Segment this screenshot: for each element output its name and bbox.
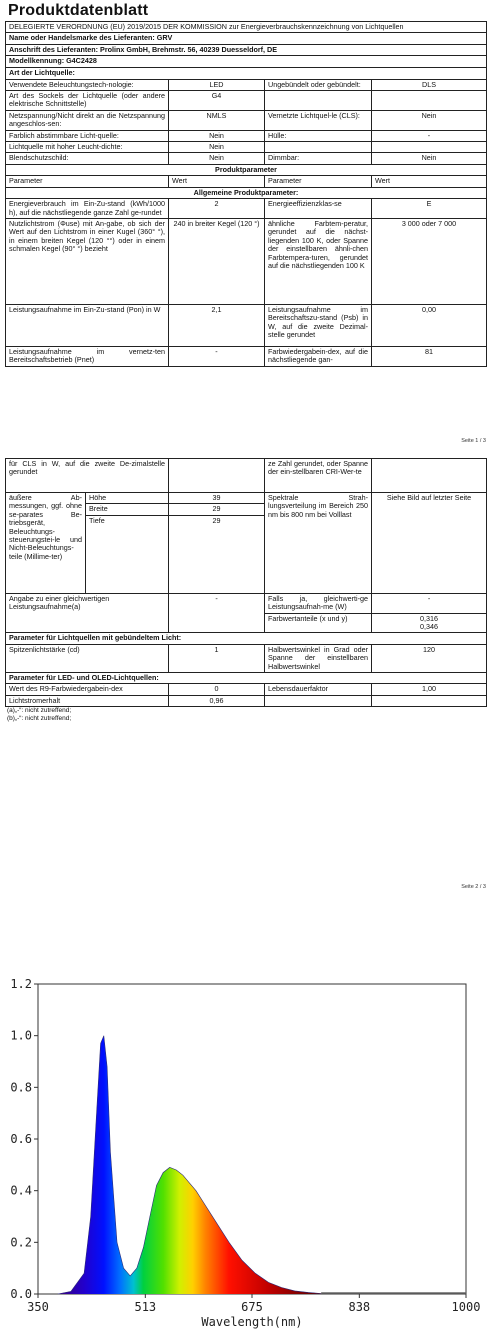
cell-value: 0,00 (372, 304, 487, 346)
led-header: Parameter für LED- und OLED-Lichtquellen: (6, 673, 487, 684)
datasheet-page-2 (5, 458, 486, 723)
spectral-value: Siehe Bild auf letzter Seite (372, 493, 487, 594)
col-value-header: Wert (372, 176, 487, 187)
cell-label: Energieeffizienzklas-se (265, 199, 372, 219)
cell-label: für CLS in W, auf die zweite De-zimalstelle gerundet (6, 459, 169, 493)
cell-label: ähnliche Farbtem-peratur, gerundet auf die nächst-liegenden 100 K, oder Spanne der einstellbaren ähnli-chen Farbtempera-turen, gerundet auf die nächstliegenden 100 K (265, 218, 372, 304)
x-tick-label: 350 (27, 1300, 49, 1314)
equiv-label-2: Falls ja, gleichwerti-ge Leistungsaufnah-me (W) (265, 593, 372, 613)
dimension-value: 29 (169, 515, 265, 593)
datasheet-page-1 (5, 0, 486, 367)
r9-value: 0 (169, 684, 265, 695)
y-tick-label: 1.0 (10, 1028, 32, 1043)
cell-label: Hülle: (265, 130, 372, 141)
cell-value: G4 (169, 91, 265, 111)
y-tick-label: 0.8 (10, 1080, 32, 1095)
table-row (6, 304, 487, 346)
table-row (6, 110, 487, 130)
cell-value: Nein (372, 110, 487, 130)
table-row (6, 218, 487, 304)
cell-value: LED (169, 79, 265, 90)
cell-value: - (169, 346, 265, 366)
peak-intensity-value: 1 (169, 644, 265, 672)
dimension-value: 29 (169, 504, 265, 515)
cell-value: 2,1 (169, 304, 265, 346)
y-tick-label: 0.2 (10, 1235, 32, 1250)
x-tick-label: 675 (241, 1300, 263, 1314)
directional-header: Parameter für Lichtquellen mit gebündeltem Licht: (6, 633, 487, 644)
peak-intensity-label: Spitzenlichtstärke (cd) (6, 644, 169, 672)
y-tick-label: 0.4 (10, 1183, 32, 1198)
table-row (6, 695, 487, 706)
survival-label: Lebensdauerfaktor (265, 684, 372, 695)
col-value-header: Wert (169, 176, 265, 187)
cell-value: NMLS (169, 110, 265, 130)
table-row (6, 79, 487, 90)
chroma-y: 0,346 (420, 622, 439, 632)
equiv-value: - (169, 593, 265, 633)
equiv-label: Angabe zu einer gleichwertigen Leistungsaufnahme(a) (6, 593, 169, 633)
table-row (6, 142, 487, 153)
table-row (6, 459, 487, 493)
spectral-label: Spektrale Strah-lungsverteilung im Bereich 250 nm bis 800 nm bei Volllast (265, 493, 372, 594)
cell-value: E (372, 199, 487, 219)
general-params-header: Allgemeine Produktparameter: (6, 187, 487, 198)
cell-label: Farblich abstimmbare Licht-quelle: (6, 130, 169, 141)
cell-label: Leistungsaufnahme im vernetz-ten Bereitschaftsbetrieb (Pnet) (6, 346, 169, 366)
cell-value: 240 in breiter Kegel (120 °) (169, 218, 265, 304)
page-number: Seite 1 / 3 (461, 438, 486, 444)
cell-label (265, 142, 372, 153)
supplier-name: Name oder Handelsmarke des Lieferanten: GRV (6, 33, 487, 44)
table-row (6, 593, 487, 613)
cell-label: Energieverbrauch im Ein-Zu-stand (kWh/1000 h), auf die nächstliegende ganze Zahl ge-rundet (6, 199, 169, 219)
chroma-x: 0,316 (420, 613, 439, 623)
r9-label: Wert des R9-Farbwiedergabein-dex (6, 684, 169, 695)
x-tick-label: 1000 (451, 1300, 481, 1314)
column-header-row (6, 176, 487, 187)
cell-value: Nein (169, 142, 265, 153)
cell-value: 2 (169, 199, 265, 219)
lumen-maint-label: Lichtstromerhalt (6, 695, 169, 706)
chroma-label: Farbwertanteile (x und y) (265, 613, 372, 633)
chroma-values (372, 613, 487, 633)
table-row (6, 684, 487, 695)
type-header: Art der Lichtquelle: (6, 67, 487, 79)
cell-label: Ungebündelt oder gebündelt: (265, 79, 372, 90)
cell-label: Leistungsaufnahme im Ein-Zu-stand (Pon) in W (6, 304, 169, 346)
cell-value: Nein (169, 153, 265, 164)
dimension-value: 39 (169, 493, 265, 504)
dimension-name: Breite (86, 504, 169, 515)
table-row (6, 91, 487, 111)
cell-value (372, 142, 487, 153)
footnote-b: (b)„-“: nicht zutreffend; (7, 715, 72, 723)
x-axis-label: Wavelength(nm) (201, 1315, 303, 1329)
table-row (6, 493, 487, 504)
cell-label: Dimmbar: (265, 153, 372, 164)
cell-label: Farbwiedergabein-dex, auf die nächstliegende gan- (265, 346, 372, 366)
cell-label: Vernetzte Lichtquel-le (CLS): (265, 110, 372, 130)
cell-value: Nein (372, 153, 487, 164)
spectrum-fill (38, 984, 466, 1294)
survival-value: 1,00 (372, 684, 487, 695)
cell-label: Netzspannung/Nicht direkt an die Netzspannung angeschlos-sen: (6, 110, 169, 130)
cell-label: Leistungsaufnahme im Bereitschaftszu-stand (Psb) in W, auf die zweite Dezimal-stelle gerundet (265, 304, 372, 346)
x-tick-label: 838 (348, 1300, 371, 1314)
cell-value: Nein (169, 130, 265, 141)
col-param-header: Parameter (6, 176, 169, 187)
table-row (6, 153, 487, 164)
cell-value: 3 000 oder 7 000 (372, 218, 487, 304)
beam-angle-value: 120 (372, 644, 487, 672)
supplier-address: Anschrift des Lieferanten: Prolinx GmbH, Brehmstr. 56, 40239 Duesseldorf, DE (6, 44, 487, 55)
datasheet-table-1 (5, 21, 487, 367)
cell-value (372, 91, 487, 111)
x-tick-label: 513 (134, 1300, 157, 1314)
footnotes (5, 707, 486, 723)
model-id: Modellkennung: G4C2428 (6, 56, 487, 67)
page-number: Seite 2 / 3 (461, 884, 486, 890)
lumen-maint-value: 0,96 (169, 695, 265, 706)
table-row (6, 199, 487, 219)
y-axis (10, 978, 38, 1301)
page-title: Produktdatenblatt (8, 2, 149, 19)
cell-label (265, 91, 372, 111)
regulation-text: DELEGIERTE VERORDNUNG (EU) 2019/2015 DER KOMMISSION zur Energieverbrauchskennzeichnung von Lichtquellen (6, 22, 487, 33)
cell-label: ze Zahl gerundet, oder Spanne der ein-stellbaren CRI-Wer-te (265, 459, 372, 493)
equiv-value-2: - (372, 593, 487, 613)
table-row (6, 130, 487, 141)
col-param-header: Parameter (265, 176, 372, 187)
dimensions-label: äußere Ab-messungen, ggf. ohne se-parates Be-triebsgerät, Beleuchtungs-steuerungstei-le und Nicht-Beleuchtungs-teile (Millime-ter) (6, 493, 86, 594)
y-tick-label: 1.2 (10, 978, 32, 991)
table-row (6, 644, 487, 672)
cell-label: Verwendete Beleuchtungstech-nologie: (6, 79, 169, 90)
cell-label: Nutzlichtstrom (Φuse) mit An-gabe, ob sich der Wert auf den Lichtstrom in einer Kugel (360° °), in einem breiten Kegel (120 °°) oder in einem schmalen Kegel (90° °) bezieht (6, 218, 169, 304)
cell-label: Lichtquelle mit hoher Leucht-dichte: (6, 142, 169, 153)
cell-label: Blendschutzschild: (6, 153, 169, 164)
cell-label: Art des Sockels der Lichtquelle (oder andere elektrische Schnittstelle) (6, 91, 169, 111)
datasheet-table-2 (5, 458, 487, 707)
beam-angle-label: Halbwertswinkel in Grad oder Spanne der einstellbaren Halbwertswinkel (265, 644, 372, 672)
x-axis (27, 1294, 480, 1314)
cell-value: - (372, 130, 487, 141)
dimension-name: Tiefe (86, 515, 169, 593)
cell-value: 81 (372, 346, 487, 366)
product-params-header: Produktparameter (6, 164, 487, 175)
y-tick-label: 0.6 (10, 1132, 32, 1146)
spectrum-chart (0, 978, 490, 1330)
dimension-name: Höhe (86, 493, 169, 504)
table-row (6, 346, 487, 366)
footnote-a: (a)„-“: nicht zutreffend; (7, 707, 72, 715)
cell-value: DLS (372, 79, 487, 90)
y-tick-label: 0.0 (10, 1287, 32, 1301)
